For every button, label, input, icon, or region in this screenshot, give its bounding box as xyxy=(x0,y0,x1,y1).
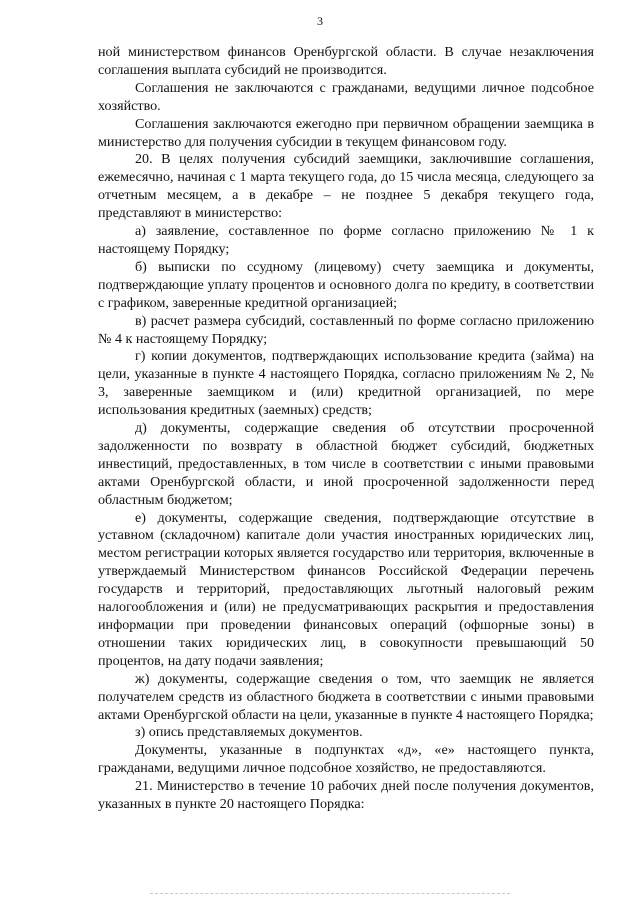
document-body xyxy=(98,44,594,814)
paragraph: ной министерством финансов Оренбургской области. В случае незаключения соглашения выплата субсидий не производится. xyxy=(98,44,594,78)
paragraph: в) расчет размера субсидий, составленный по форме согласно приложению № 4 к настоящему Порядку; xyxy=(98,312,594,347)
paragraph: Соглашения заключаются ежегодно при первичном обращении заемщика в министерство для получения субсидии в текущем финансовом году. xyxy=(98,115,594,150)
paragraph: 20. В целях получения субсидий заемщики, заключившие соглашения, ежемесячно, начиная с 1 марта текущего года, до 15 числа месяца, следующего за отчетным месяцем, а в декабре – не позднее 5 декабря текущего года, представляют в министерство: xyxy=(98,151,594,222)
paragraph: б) выписки по ссудному (лицевому) счету заемщика и документы, подтверждающие уплату процентов и основного долга по кредиту, в соответствии с графиком, заверенные кредитной организацией; xyxy=(98,258,594,311)
paragraph: д) документы, содержащие сведения об отсутствии просроченной задолженности по возврату в областной бюджет субсидий, бюджетных инвестиций, предоставленных, в том числе в соответствии с иными правовыми актами Оренбургской области, и иной просроченной задолженности перед областным бюджетом; xyxy=(98,420,594,508)
paragraph: Соглашения не заключаются с гражданами, ведущими личное подсобное хозяйство. xyxy=(98,79,594,114)
footer-divider xyxy=(150,893,510,894)
paragraph: 21. Министерство в течение 10 рабочих дней после получения документов, указанных в пункте 20 настоящего Порядка: xyxy=(98,778,594,813)
paragraph: ж) документы, содержащие сведения о том, что заемщик не является получателем средств из областного бюджета в соответствии с иными правовыми актами Оренбургской области на цели, указанные в пункте 4 настоящего Порядка; xyxy=(98,670,594,723)
paragraph: а) заявление, составленное по форме согласно приложению № 1 к настоящему Порядку; xyxy=(98,223,594,257)
paragraph: г) копии документов, подтверждающих использование кредита (займа) на цели, указанные в пункте 4 настоящего Порядка, согласно приложениям № 2, № 3, заверенные заемщиком и (или) кредитной организацией, по мере использования кредитных (заемных) средств; xyxy=(98,348,594,419)
paragraph: Документы, указанные в подпунктах «д», «е» настоящего пункта, гражданами, ведущими личное подсобное хозяйство, не предоставляются. xyxy=(98,742,594,777)
paragraph: з) опись представляемых документов. xyxy=(135,724,363,741)
paragraph: е) документы, содержащие сведения, подтверждающие отсутствие в уставном (складочном) капитале доли участия иностранных юридических лиц, местом регистрации которых является государство или территория, включенные в утверждаемый Министерством финансов Российской Федерации перечень государств и территорий, предоставляющих льготный налоговый режим налогообложения и (или) не предусматривающих раскрытия и предоставления информации при проведении финансовых операций (офшорные зоны) в отношении таких юридических лиц, в совокупности превышающий 50 процентов, на дату подачи заявления; xyxy=(98,509,594,669)
page-number: 3 xyxy=(317,14,323,28)
